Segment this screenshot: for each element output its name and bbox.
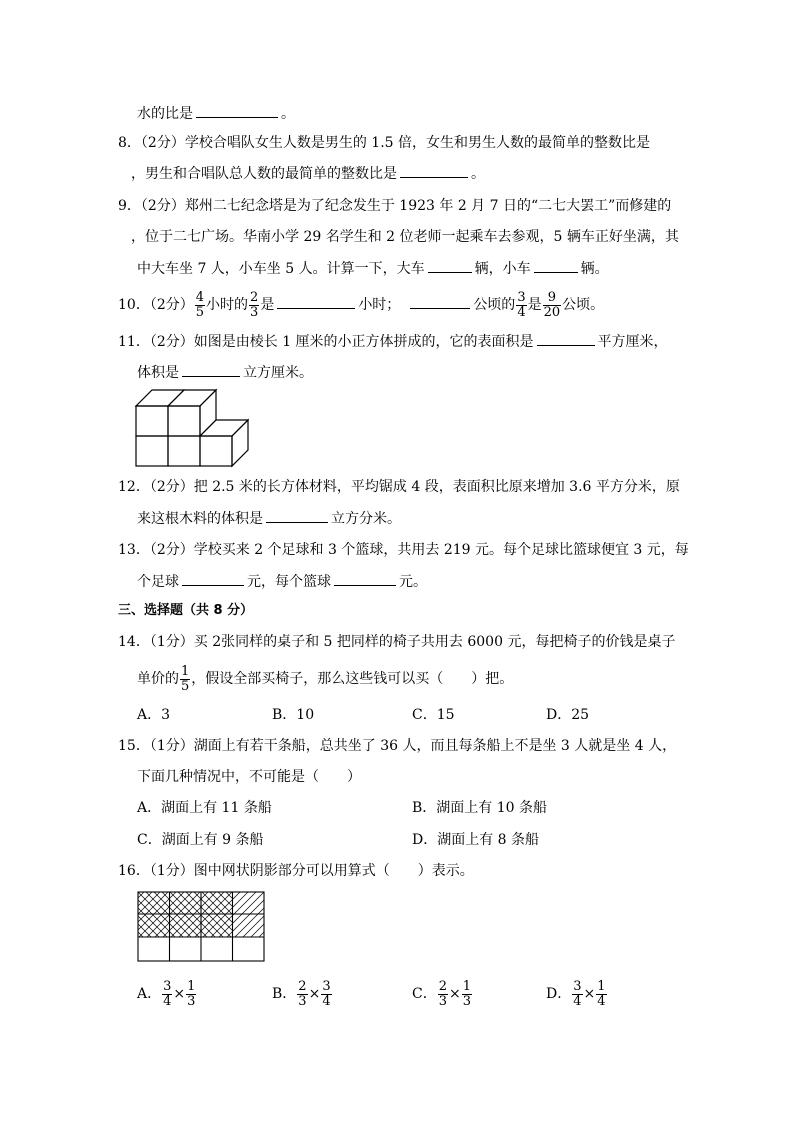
question-13-line1 bbox=[118, 540, 689, 560]
denominator: 4 bbox=[517, 304, 526, 320]
question-number: 10． bbox=[118, 297, 150, 313]
question-text: 如图是由棱长 1 厘米的小正方体拼成的，它的表面积是 bbox=[193, 334, 534, 350]
question-text: 郑州二七纪念塔是为了纪念发生于 1923 年 2 月 7 日的“二七大罢工”而修建的 bbox=[184, 198, 672, 214]
numerator: 2 bbox=[438, 978, 447, 994]
numerator: 3 bbox=[322, 978, 331, 994]
question-8-line1 bbox=[118, 133, 650, 153]
answer-blank[interactable] bbox=[534, 258, 578, 273]
question-text: 买 2张同样的桌子和 5 把同样的椅子共用去 6000 元，每把椅子的价钱是桌子 bbox=[193, 634, 676, 650]
question-score: （2分） bbox=[149, 542, 194, 558]
question-text: 是 bbox=[260, 297, 275, 313]
numerator: 3 bbox=[517, 289, 526, 305]
numerator: 1 bbox=[597, 978, 606, 994]
question-text: 中大车坐 7 人，小车坐 5 人。计算一下，大车 bbox=[137, 261, 425, 277]
option-c[interactable]: C．15 bbox=[412, 707, 455, 723]
question-text: 辆，小车 bbox=[474, 261, 531, 277]
question-9-line1 bbox=[118, 196, 671, 216]
numerator: 3 bbox=[163, 978, 172, 994]
question-text: 小时； bbox=[358, 297, 401, 313]
answer-blank[interactable] bbox=[266, 508, 328, 523]
option-d[interactable]: D．25 bbox=[546, 707, 590, 723]
question-11-line2 bbox=[137, 362, 313, 383]
q7-text: 水的比是 bbox=[137, 106, 193, 122]
denominator: 4 bbox=[573, 993, 582, 1009]
question-text: 元，每个篮球 bbox=[247, 574, 331, 590]
question-12-line1 bbox=[118, 477, 680, 497]
option-d[interactable]: D．湖面上有 8 条船 bbox=[412, 832, 540, 848]
numerator: 1 bbox=[462, 978, 472, 994]
question-10 bbox=[118, 289, 604, 321]
answer-blank[interactable] bbox=[182, 571, 244, 586]
answer-blank[interactable] bbox=[410, 294, 470, 309]
denominator: 5 bbox=[195, 304, 205, 320]
question-8-line2: ，男生和合唱队总人数的最简单的整数比是 。 bbox=[131, 163, 485, 184]
option-letter: D． bbox=[546, 986, 572, 1002]
grid-figure bbox=[137, 891, 265, 962]
fraction bbox=[186, 980, 196, 1009]
fraction bbox=[438, 980, 448, 1009]
question-number: 15． bbox=[118, 738, 150, 754]
fraction bbox=[180, 665, 190, 694]
question-score: （2分） bbox=[140, 135, 185, 151]
question-text: ，假设全部买椅子，那么这些钱可以买（ ）把。 bbox=[191, 671, 514, 687]
question-text: 把 2.5 米的长方体材料，平均锯成 4 段，表面积比原来增加 3.6 平方分米，原 bbox=[193, 479, 680, 495]
question-text: 平方厘米， bbox=[597, 334, 668, 350]
answer-blank[interactable] bbox=[400, 163, 468, 178]
fraction bbox=[462, 980, 472, 1009]
option-a[interactable]: A．湖面上有 11 条船 bbox=[137, 800, 272, 816]
denominator: 20 bbox=[543, 304, 561, 320]
times-sign: × bbox=[308, 986, 321, 1002]
question-text: 湖面上有若干条船，总共坐了 36 人，而且每条船上不是坐 3 人就是坐 4 人， bbox=[193, 738, 677, 754]
q7-continuation: 水的比是 。 bbox=[137, 103, 295, 124]
denominator: 4 bbox=[322, 993, 331, 1009]
answer-blank[interactable] bbox=[334, 571, 396, 586]
denominator: 3 bbox=[187, 993, 196, 1009]
numerator: 1 bbox=[187, 978, 196, 994]
denominator: 3 bbox=[438, 993, 447, 1009]
times-sign: × bbox=[583, 986, 596, 1002]
option-b[interactable]: B．湖面上有 10 条船 bbox=[412, 800, 548, 816]
cube-figure bbox=[134, 386, 249, 470]
question-text: 学校买来 2 个足球和 3 个篮球，共用去 219 元。每个足球比篮球便宜 3 元，每 bbox=[193, 542, 689, 558]
fraction bbox=[543, 291, 562, 320]
option-letter: B． bbox=[272, 986, 297, 1002]
answer-blank[interactable] bbox=[428, 258, 472, 273]
question-text: 学校合唱队女生人数是男生的 1.5 倍，女生和男生人数的最简单的整数比是 bbox=[184, 135, 651, 151]
question-number: 9． bbox=[118, 198, 141, 214]
numerator: 9 bbox=[543, 291, 562, 306]
question-9-line2 bbox=[131, 227, 679, 247]
section-heading: 三、选择题（共 8 分） bbox=[118, 603, 254, 618]
question-text: ，男生和合唱队总人数的最简单的整数比是 bbox=[131, 166, 397, 182]
answer-blank[interactable] bbox=[537, 331, 595, 346]
question-text: 单价的 bbox=[137, 671, 179, 687]
option-a[interactable]: A．3 bbox=[137, 707, 171, 723]
question-14-line2 bbox=[137, 663, 513, 695]
times-sign: × bbox=[173, 986, 186, 1002]
question-score: （1分） bbox=[149, 738, 194, 754]
answer-blank[interactable] bbox=[182, 362, 240, 377]
question-11-line1 bbox=[118, 331, 668, 352]
question-text: ，位于二七广场。华南小学 29 名学生和 2 位老师一起乘车去参观，5 辆车正好坐满，其 bbox=[131, 229, 679, 245]
fraction bbox=[321, 980, 331, 1009]
fraction bbox=[516, 291, 526, 320]
question-score: （2分） bbox=[149, 334, 194, 350]
question-text: 是 bbox=[527, 297, 542, 313]
times-sign: × bbox=[449, 986, 461, 1002]
option-a[interactable] bbox=[137, 978, 197, 1010]
question-15-line2: 下面几种情况中，不可能是（ ） bbox=[137, 769, 361, 785]
question-14-line1 bbox=[118, 632, 675, 652]
numerator: 2 bbox=[250, 289, 259, 305]
denominator: 3 bbox=[462, 993, 472, 1009]
question-number: 16． bbox=[118, 863, 150, 879]
denominator: 4 bbox=[163, 993, 172, 1009]
question-number: 12． bbox=[118, 479, 150, 495]
option-b[interactable] bbox=[272, 978, 333, 1010]
question-text: 立方分米。 bbox=[331, 511, 401, 527]
denominator: 5 bbox=[181, 678, 190, 694]
question-number: 13． bbox=[118, 542, 150, 558]
fraction bbox=[249, 291, 259, 320]
option-c[interactable] bbox=[412, 978, 473, 1010]
question-9-line3 bbox=[137, 258, 609, 279]
fraction bbox=[195, 291, 205, 320]
question-text: 来这根木料的体积是 bbox=[137, 511, 263, 527]
numerator: 3 bbox=[573, 978, 582, 994]
question-13-line2 bbox=[137, 571, 427, 592]
option-letter: A． bbox=[137, 986, 162, 1002]
fraction bbox=[297, 980, 307, 1009]
fraction bbox=[596, 980, 606, 1009]
denominator: 4 bbox=[597, 993, 606, 1009]
question-score: （1分） bbox=[149, 863, 194, 879]
question-text: 公顷。 bbox=[562, 297, 605, 313]
numerator: 4 bbox=[195, 289, 205, 305]
numerator: 2 bbox=[298, 978, 307, 994]
question-text: 辆。 bbox=[580, 261, 609, 277]
option-c[interactable]: C．湖面上有 9 条船 bbox=[137, 832, 264, 848]
question-number: 14． bbox=[118, 634, 150, 650]
question-text: 立方厘米。 bbox=[243, 365, 313, 381]
question-16-line1 bbox=[118, 861, 474, 881]
denominator: 3 bbox=[250, 304, 259, 320]
fraction bbox=[572, 980, 582, 1009]
question-text: 图中网状阴影部分可以用算式（ ）表示。 bbox=[193, 863, 474, 879]
denominator: 3 bbox=[298, 993, 307, 1009]
option-b[interactable]: B．10 bbox=[272, 707, 315, 723]
option-letter: C． bbox=[412, 986, 437, 1002]
numerator: 1 bbox=[181, 663, 190, 679]
question-text: 元。 bbox=[399, 574, 427, 590]
question-text: 个足球 bbox=[137, 574, 179, 590]
question-number: 8． bbox=[118, 135, 141, 151]
question-number: 11． bbox=[118, 334, 150, 350]
question-12-line2 bbox=[137, 508, 401, 529]
fraction bbox=[162, 980, 172, 1009]
question-score: （1分） bbox=[149, 634, 194, 650]
answer-blank[interactable] bbox=[196, 103, 278, 118]
option-d[interactable] bbox=[546, 978, 608, 1010]
question-15-line1 bbox=[118, 736, 676, 756]
answer-blank[interactable] bbox=[277, 294, 355, 309]
question-text: 公顷的 bbox=[473, 297, 516, 313]
question-score: （2分） bbox=[149, 297, 194, 313]
question-text: 体积是 bbox=[137, 365, 179, 381]
question-text: 小时的 bbox=[206, 297, 249, 313]
question-score: （2分） bbox=[149, 479, 194, 495]
question-score: （2分） bbox=[140, 198, 185, 214]
